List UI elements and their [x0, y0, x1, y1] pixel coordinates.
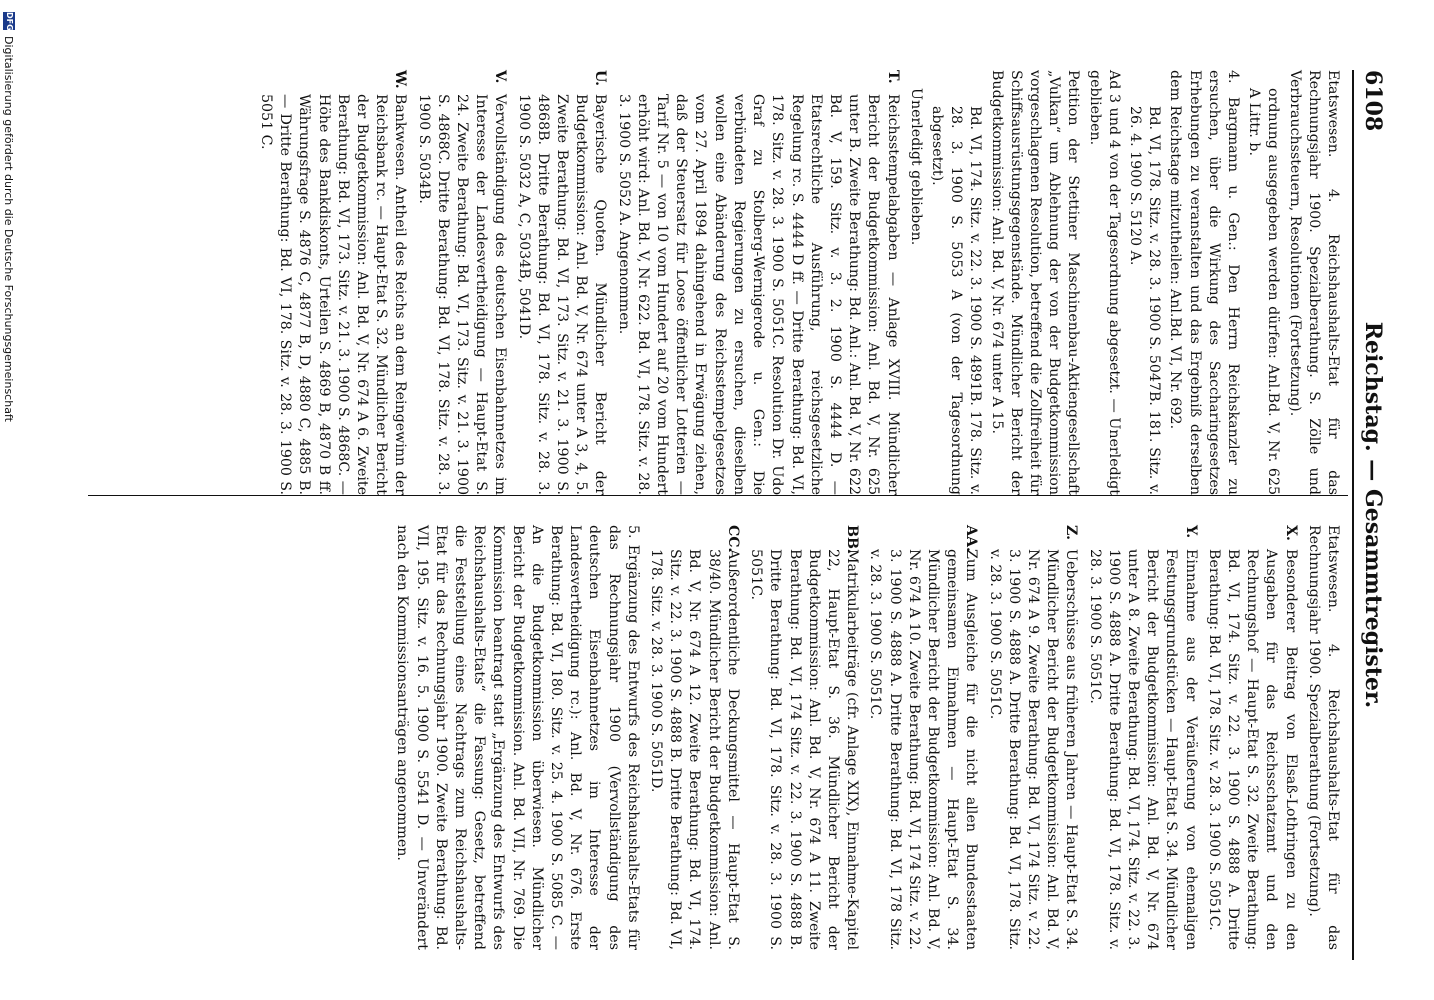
- section-letter: U.: [592, 70, 609, 87]
- right-column: [390, 525, 1342, 950]
- section-letter: X.: [1282, 525, 1299, 541]
- section-letter: Y.: [1182, 525, 1199, 539]
- paragraph: Unerledigt geblieben.: [907, 88, 924, 246]
- column-divider: [88, 495, 1348, 496]
- section-body: Besonderer Beitrag von Elsaß-Lothringen zu den Ausgaben für das Reichsschatzamt und den Rechnungshof — Haupt-Etat S. 32. Zweite Berathung: Bd. VI, 174. Sitz. v. 22. 3. 1900 S. 4888 A. Dritte Berathung: Bd. VI, 178. Sitz. v. 28. 3. 1900 S. 5051C.: [1205, 549, 1299, 950]
- section-body: Außerordentliche Deckungsmittel — Haupt-Etat S. 38/40. Mündlicher Bericht der Budgetkommission: Anl. Bd. V, Nr. 674 A 12. Zweite Berathung: Bd. VI, 174. Sitz. v. 22. 3. 1900 S. 4888 B. Dritte Berathung: Bd. VI, 178. Sitz. v. 28. 3. 1900 S. 5051D.: [648, 549, 741, 950]
- dfg-logo-icon: DFG: [5, 12, 14, 31]
- page-number: 6108: [1360, 70, 1386, 132]
- paragraph: 5. Ergänzung des Entwurfs des Reichshaushalts-Etats für das Rechnungsjahr 1900 (Vervollständigung des deutschen Eisenbahnnetzes im Interesse der Landesvertheidigung rc.): Anl. Bd. V, Nr. 676. Erste Berathung: Bd. VI, 180. Sitz. v. 25. 4. 1900 S. 5085 C. — An die Budgetkommission überwiesen. Mündlicher Bericht der Budgetkommission. Anl. Bd. VII, Nr. 769. Die Kommission beantragt statt „Ergänzung des Entwurfs des Reichshaushalts-Etats“ die Fassung: Gesetz, betreffend die Feststellung eines Nachtrags zum Reichshaushalts-Etat für das Rechnungsjahr 1900. Zweite Berathung: Bd. VII, 195. Sitz. v. 16. 5. 1900 S. 5541 D. — Unverändert nach den Kommissionsanträgen angenommen.: [394, 525, 641, 950]
- section-body: Reichsstempelabgaben — Anlage XVIII. Mündlicher Bericht der Budgetkommission: Anl. Bd. V, Nr. 625 unter B. Zweite Berathung: Bd. Anl.: Anl. Bd. V, Nr. 622 Bd. V, 159. Sitz. v. 3. 2. 1900 S. 4444 D. — Etatsrechtliche Ausführung, reichsgesetzliche Regelung rc. S. 4444 D ff. — Dritte Berathung: Bd. VI, 178. Sitz. v. 28. 3. 1900 S. 5051C. Resolution Dr. Udo Graf zu Stolberg-Wernigerode u. Gen.: Die verbündeten Regierungen zu ersuchen, dieselben wollen eine Abänderung des Reichsstempelgesetzes vom 27. April 1894 dahingehend in Erwägung ziehen, daß der Steuersatz für Loose öffentlicher Lotterien — Tarif Nr. 5 — von 10 vom Hundert auf 20 vom Hundert erhöht wird: Anl. Bd. V, Nr. 622. Bd. VI, 178. Sitz. v. 28. 3. 1900 S. 5052 A. Angenommen.: [615, 94, 901, 495]
- section-body: Zum Ausgleiche für die nicht allen Bundesstaaten gemeinsamen Einnahmen — Haupt-Etat S. 34. Mündlicher Bericht der Budgetkommission: Anl. Bd. V, Nr. 674 A 10. Zweite Berathung: Bd. VI, 174 Sitz. v. 22. 3. 1900 S. 4888 A. Dritte Berathung: Bd. VI, 178 Sitz. v. 28. 3. 1900 S. 5051C.: [867, 549, 980, 950]
- paragraph: Bd. VI, 174. Sitz. v. 22. 3. 1900 S. 4891B. 178. Sitz. v. 28. 3. 1900 S. 5053 A (von der Tagesordnung abgesetzt).: [928, 106, 984, 495]
- section-cc: [646, 525, 742, 950]
- paragraph: ordnung ausgegeben werden dürfen: Anl.Bd. V, Nr. 625 A Littr. b.: [1246, 88, 1282, 495]
- section-t: [613, 70, 901, 495]
- section-letter: BB.: [844, 525, 861, 554]
- paragraph: Ad 3 und 4 von der Tagesordnung abgesetzt. — Unerledigt geblieben.: [1086, 70, 1122, 495]
- running-title: Reichstag. — Gesammtregister.: [1360, 321, 1386, 709]
- section-body: Bankwesen. Antheil des Reichs an dem Reingewinn der Reichsbank rc. — Haupt-Etat S. 32. Mündlicher Bericht der Budgetkommission: Anl. Bd. V, Nr. 674 A 6. Zweite Berathung: Bd. VI, 173. Sitz. v. 21. 3. 1900 S. 4868C. — Höhe des Bankdiskonts, Urteilen S. 4869 B, 4870 B ff. Währungsfrage S. 4876 C, 4877 B, D, 4880 C, 4885 B. — Dritte Berathung: Bd. VI, 178. Sitz. v. 28. 3. 1900 S. 5051 C.: [258, 94, 409, 495]
- section-body: Einnahme aus der Veräußerung von ehemaligen Festungsgrundstücken — Haupt-Etat S. 34. Mündlicher Bericht der Budgetkommission: Anl. Bd. V, Nr. 674 unter A 8. Zweite Berathung: Bd. VI, 174. Sitz. v. 22. 3. 1900 S. 4888 A. Dritte Berathung: Bd. VI, 178. Sitz. v. 28. 3. 1900 S. 5051C.: [1086, 549, 1199, 950]
- section-bb: [746, 525, 861, 950]
- section-letter: W.: [392, 70, 409, 89]
- digitization-footer: [0, 0, 18, 1000]
- paragraph: Bd. VI, 178. Sitz. v. 28. 3. 1900 S. 5047B. 181. Sitz. v. 26. 4. 1900 S. 5120 A.: [1126, 106, 1163, 495]
- section-letter: CC.: [724, 525, 741, 553]
- page-header: [1352, 70, 1390, 960]
- digitization-credit: Digitalisierung gefördert durch die Deutsche Forschungsgemeinschaft: [2, 36, 16, 422]
- section-body: Vervollständigung des deutschen Eisenbahnnetzes im Interesse der Landesvertheidigung — Haupt-Etat S. 24. Zweite Berathung: Bd. VI, 173. Sitz. v. 21. 3. 1900 S. 4868C. Dritte Berathung: Bd. VI, 178. Sitz. v. 28. 3. 1900 S. 5034B.: [415, 94, 509, 495]
- section-body: Bayerische Quoten. Mündlicher Bericht der Budgetkommission: Anl. Bd. V, Nr. 674 unter A 3, 4, 5. Zweite Berathung: Bd. VI, 173. Sitz. v. 21. 3. 1900 S. 4868B. Dritte Berathung: Bd. VI, 178. Sitz. v. 28. 3. 1900 S. 5032 A, C, 5034B, 5041D.: [515, 94, 609, 495]
- section-letter: AA.: [963, 525, 980, 552]
- paragraph: 4. Bargmann u. Gen.: Den Herrn Reichskanzler zu ersuchen, über die Wirkung des Saccharingesetzes Erhebungen zu veranstalten und das Ergebniß derselben dem Reichstage mitzutheilen: Anl.Bd. VI, Nr. 692.: [1167, 70, 1241, 495]
- section-x: [1204, 525, 1300, 950]
- section-letter: T.: [884, 70, 901, 84]
- section-y: [1084, 525, 1199, 950]
- section-letter: V.: [492, 70, 509, 84]
- section-body: Ueberschüsse aus früheren Jahren — Haupt-Etat S. 34. Mündlicher Bericht der Budgetkommission: Anl. Bd. V, Nr. 674 A 9. Zweite Berathung: Bd. VI, 174 Sitz. v. 22. 3. 1900 S. 4888 A. Dritte Berathung: Bd. VI, 178. Sitz. v. 28. 3. 1900 S. 5051C.: [986, 549, 1080, 950]
- section-v: [413, 70, 509, 495]
- left-column: [256, 70, 1342, 495]
- section-body: Matrikularbeiträge (cfr. Anlage XIX), Einnahme-Kapitel 22, Haupt-Etat S. 36. Mündlicher Bericht der Budgetkommission: Anl. Bd. V, Nr. 674 A 11. Zweite Berathung: Bd. VI, 174 Sitz. v. 22. 3. 1900 S. 4888 B. Dritte Berathung: Bd. VI, 178. Sitz. v. 28. 3. 1900 S. 5051C.: [748, 549, 861, 950]
- section-w: [256, 70, 410, 495]
- section-z: [984, 525, 1080, 950]
- section-u: [513, 70, 609, 495]
- section-letter: Z.: [1063, 525, 1080, 541]
- section-aa: [865, 525, 980, 950]
- paragraph: Petition der Stettiner Maschinenbau-Aktiengesellschaft „Vulkan“ um Ablehnung der von der Budgetkommission vorgeschlagenen Resolution, betreffend die Zollfreiheit für Schiffsausrüstungsgegenstände. Mündlicher Bericht der Budgetkommission: Anl. Bd. V, Nr. 674 unter A 15.: [988, 70, 1082, 495]
- paragraph: Etatswesen. 4. Reichshaushalts-Etat für das Rechnungsjahr 1900. Spezialberathung. S. Zölle und Verbrauchssteuern, Resolutionen (Fortsetzung).: [1286, 70, 1341, 495]
- paragraph: Etatswesen. 4. Reichshaushalts-Etat für das Rechnungsjahr 1900. Spezialberathung (Fortsetzung).: [1305, 525, 1341, 950]
